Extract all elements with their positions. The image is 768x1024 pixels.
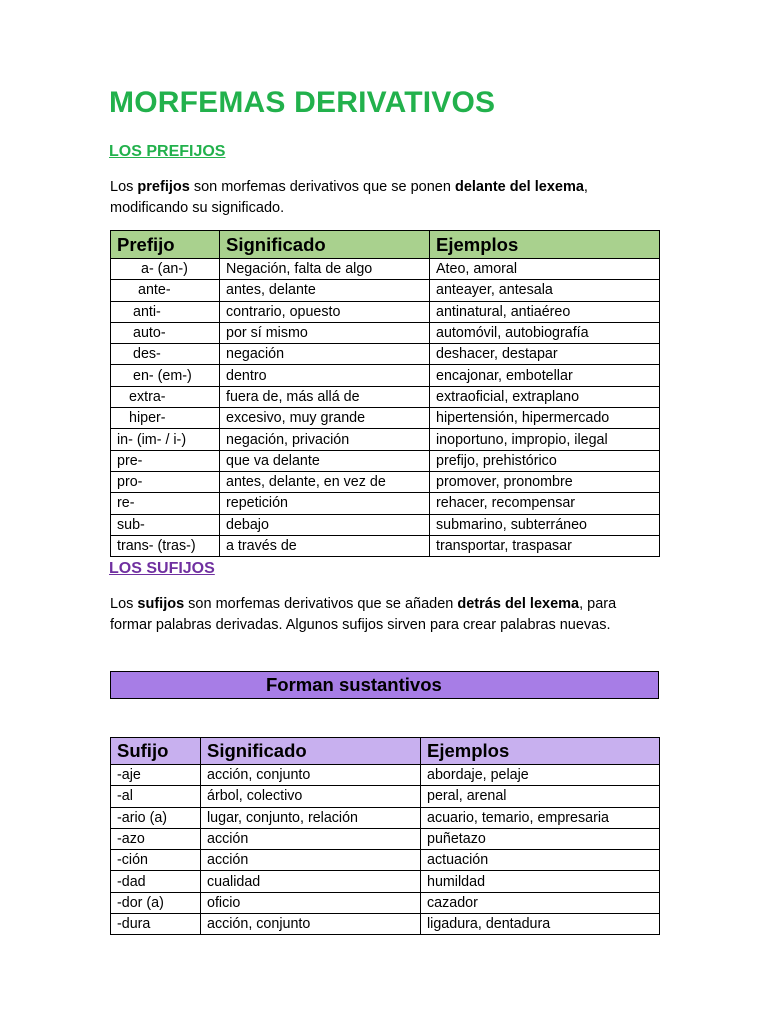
table-cell: sub-: [111, 514, 220, 535]
table-cell: antinatural, antiaéreo: [430, 301, 660, 322]
column-header: Ejemplos: [421, 738, 660, 765]
table-cell: que va delante: [220, 450, 430, 471]
table-cell: -ario (a): [111, 807, 201, 828]
table-cell: -ción: [111, 850, 201, 871]
intro-text: Los: [110, 596, 138, 612]
sustantivos-band: [110, 671, 659, 699]
table-cell: acción: [201, 850, 421, 871]
table-cell: rehacer, recompensar: [430, 493, 660, 514]
table-row: [111, 828, 660, 849]
table-cell: acción, conjunto: [201, 914, 421, 935]
intro-bold: sufijos: [137, 596, 185, 612]
table-row: [111, 786, 660, 807]
sufijos-intro: [110, 594, 658, 636]
table-cell: auto-: [111, 322, 220, 343]
table-cell: debajo: [220, 514, 430, 535]
table-row: [111, 408, 660, 429]
table-cell: extra-: [111, 386, 220, 407]
intro-bold: detrás del lexema: [457, 596, 580, 612]
table-cell: antes, delante: [220, 280, 430, 301]
page-title: MORFEMAS DERIVATIVOS: [109, 86, 496, 119]
table-cell: oficio: [201, 892, 421, 913]
intro-bold: prefijos: [137, 179, 190, 195]
table-cell: inoportuno, impropio, ilegal: [430, 429, 660, 450]
table-cell: dentro: [220, 365, 430, 386]
table-row: [111, 259, 660, 280]
table-cell: -aje: [111, 765, 201, 786]
table-cell: negación, privación: [220, 429, 430, 450]
prefijos-table: [110, 230, 660, 557]
table-cell: antes, delante, en vez de: [220, 471, 430, 492]
table-row: [111, 301, 660, 322]
table-row: [111, 429, 660, 450]
intro-bold: delante del lexema: [454, 179, 584, 195]
sufijos-table: [110, 737, 660, 935]
table-row: [111, 914, 660, 935]
table-cell: puñetazo: [421, 828, 660, 849]
table-cell: abordaje, pelaje: [421, 765, 660, 786]
table-cell: anteayer, antesala: [430, 280, 660, 301]
table-cell: re-: [111, 493, 220, 514]
table-row: [111, 280, 660, 301]
table-cell: acción, conjunto: [201, 765, 421, 786]
table-cell: Ateo, amoral: [430, 259, 660, 280]
table-cell: ante-: [111, 280, 220, 301]
table-row: [111, 344, 660, 365]
table-cell: -al: [111, 786, 201, 807]
table-cell: automóvil, autobiografía: [430, 322, 660, 343]
table-cell: extraoficial, extraplano: [430, 386, 660, 407]
table-cell: prefijo, prehistórico: [430, 450, 660, 471]
table-cell: peral, arenal: [421, 786, 660, 807]
table-row: [111, 365, 660, 386]
table-cell: negación: [220, 344, 430, 365]
table-cell: promover, pronombre: [430, 471, 660, 492]
column-header: Sufijo: [111, 738, 201, 765]
table-cell: fuera de, más allá de: [220, 386, 430, 407]
table-cell: acuario, temario, empresaria: [421, 807, 660, 828]
table-row: [111, 386, 660, 407]
table-cell: hipertensión, hipermercado: [430, 408, 660, 429]
table-cell: Negación, falta de algo: [220, 259, 430, 280]
table-cell: hiper-: [111, 408, 220, 429]
column-header: Significado: [220, 231, 430, 259]
table-cell: des-: [111, 344, 220, 365]
table-cell: humildad: [421, 871, 660, 892]
table-cell: -dor (a): [111, 892, 201, 913]
intro-text: Los: [110, 179, 138, 195]
intro-text: son morfemas derivativos que se ponen: [189, 179, 455, 195]
table-cell: excesivo, muy grande: [220, 408, 430, 429]
table-cell: -dura: [111, 914, 201, 935]
table-row: [111, 892, 660, 913]
table-cell: anti-: [111, 301, 220, 322]
table-cell: en- (em-): [111, 365, 220, 386]
table-row: [111, 493, 660, 514]
table-cell: trans- (tras-): [111, 535, 220, 556]
table-cell: lugar, conjunto, relación: [201, 807, 421, 828]
table-cell: pre-: [111, 450, 220, 471]
table-cell: encajonar, embotellar: [430, 365, 660, 386]
table-cell: a través de: [220, 535, 430, 556]
prefijos-heading: LOS PREFIJOS: [109, 143, 226, 160]
table-header-row: [111, 738, 660, 765]
table-row: [111, 471, 660, 492]
prefijos-intro: [110, 177, 658, 219]
table-cell: acción: [201, 828, 421, 849]
table-cell: contrario, opuesto: [220, 301, 430, 322]
column-header: Ejemplos: [430, 231, 660, 259]
column-header: Prefijo: [111, 231, 220, 259]
table-row: [111, 535, 660, 556]
table-row: [111, 765, 660, 786]
table-cell: -azo: [111, 828, 201, 849]
table-cell: pro-: [111, 471, 220, 492]
table-cell: ligadura, dentadura: [421, 914, 660, 935]
table-cell: árbol, colectivo: [201, 786, 421, 807]
intro-text: , modificando su significado.: [110, 179, 588, 216]
table-cell: -dad: [111, 871, 201, 892]
intro-text: , para formar palabras derivadas. Algunos sufijos sirven para crear palabras nuevas.: [110, 596, 617, 633]
column-header: Significado: [201, 738, 421, 765]
table-cell: submarino, subterráneo: [430, 514, 660, 535]
table-cell: deshacer, destapar: [430, 344, 660, 365]
sufijos-heading: LOS SUFIJOS: [109, 560, 215, 577]
intro-text: son morfemas derivativos que se añaden: [184, 596, 458, 612]
table-row: [111, 871, 660, 892]
table-cell: repetición: [220, 493, 430, 514]
table-cell: actuación: [421, 850, 660, 871]
band-label: Forman sustantivos: [266, 674, 442, 695]
table-row: [111, 850, 660, 871]
table-cell: a- (an-): [111, 259, 220, 280]
table-cell: por sí mismo: [220, 322, 430, 343]
table-cell: transportar, traspasar: [430, 535, 660, 556]
table-header-row: [111, 231, 660, 259]
table-row: [111, 322, 660, 343]
table-cell: cazador: [421, 892, 660, 913]
table-row: [111, 514, 660, 535]
table-cell: in- (im- / i-): [111, 429, 220, 450]
table-row: [111, 450, 660, 471]
table-row: [111, 807, 660, 828]
table-cell: cualidad: [201, 871, 421, 892]
